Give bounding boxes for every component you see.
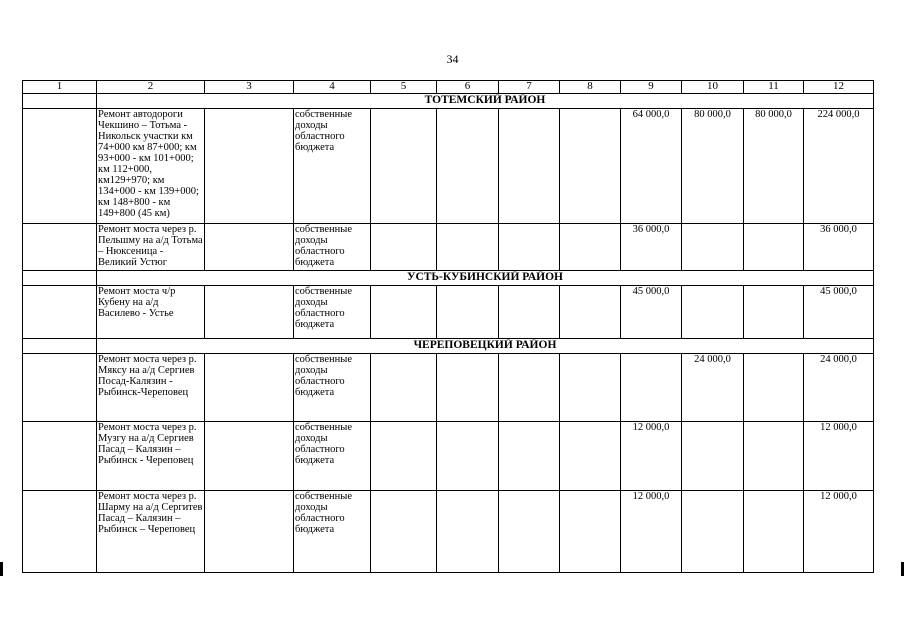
work-description: Ремонт моста через р. Музгу на а/д Сергиев Пасад – Калязин – Рыбинск - Череповец <box>97 422 205 491</box>
amount-col10 <box>682 224 744 271</box>
amount-col10 <box>682 286 744 339</box>
column-header: 12 <box>804 81 874 94</box>
amount-total: 12 000,0 <box>804 491 874 573</box>
funding-source: собственные доходы областного бюджета <box>294 491 371 573</box>
work-description: Ремонт автодороги Чекшино – Тотьма - Никольск участки км 74+000 км 87+000; км 93+000 - км 101+000; км 112+000, км129+970; км 134+000 - км 139+000; км 148+800 - км 149+800 (45 км) <box>97 109 205 224</box>
work-description: Ремонт моста через р. Мяксу на а/д Сергиев Посад-Калязин - Рыбинск-Череповец <box>97 354 205 422</box>
work-description: Ремонт моста через р. Пельшму на а/д Тотьма – Нюксеница - Великий Устюг <box>97 224 205 271</box>
amount-col11 <box>744 354 804 422</box>
column-header: 11 <box>744 81 804 94</box>
funding-source: собственные доходы областного бюджета <box>294 224 371 271</box>
amount-col11: 80 000,0 <box>744 109 804 224</box>
funding-source: собственные доходы областного бюджета <box>294 286 371 339</box>
table-row <box>23 354 874 422</box>
amount-col10 <box>682 422 744 491</box>
amount-total: 224 000,0 <box>804 109 874 224</box>
budget-table <box>22 80 874 573</box>
table-row <box>23 224 874 271</box>
column-header: 6 <box>437 81 499 94</box>
amount-total: 45 000,0 <box>804 286 874 339</box>
district-title: ТОТЕМСКИЙ РАЙОН <box>97 94 874 109</box>
district-title: ЧЕРЕПОВЕЦКИЙ РАЙОН <box>97 339 874 354</box>
column-header: 8 <box>560 81 621 94</box>
amount-col11 <box>744 286 804 339</box>
amount-col9: 36 000,0 <box>621 224 682 271</box>
amount-col10: 80 000,0 <box>682 109 744 224</box>
amount-col10: 24 000,0 <box>682 354 744 422</box>
district-title: УСТЬ-КУБИНСКИЙ РАЙОН <box>97 271 874 286</box>
column-header: 2 <box>97 81 205 94</box>
district-row <box>23 94 874 109</box>
column-header: 4 <box>294 81 371 94</box>
column-header: 1 <box>23 81 97 94</box>
table-row <box>23 422 874 491</box>
amount-col11 <box>744 491 804 573</box>
district-row <box>23 339 874 354</box>
amount-col11 <box>744 224 804 271</box>
amount-col9: 64 000,0 <box>621 109 682 224</box>
amount-total: 24 000,0 <box>804 354 874 422</box>
column-header: 7 <box>499 81 560 94</box>
amount-col11 <box>744 422 804 491</box>
work-description: Ремонт моста ч/р Кубену на а/д Василево - Устье <box>97 286 205 339</box>
scan-mark-right <box>901 562 904 576</box>
table-row <box>23 109 874 224</box>
scan-mark-left <box>0 562 3 576</box>
column-header: 5 <box>371 81 437 94</box>
funding-source: собственные доходы областного бюджета <box>294 109 371 224</box>
funding-source: собственные доходы областного бюджета <box>294 422 371 491</box>
column-number-row <box>23 81 874 94</box>
amount-col10 <box>682 491 744 573</box>
funding-source: собственные доходы областного бюджета <box>294 354 371 422</box>
work-description: Ремонт моста через р. Шарму на а/д Сергитев Пасад – Калязин – Рыбинск – Череповец <box>97 491 205 573</box>
amount-total: 12 000,0 <box>804 422 874 491</box>
amount-total: 36 000,0 <box>804 224 874 271</box>
table-row <box>23 491 874 573</box>
column-header: 9 <box>621 81 682 94</box>
amount-col9 <box>621 354 682 422</box>
amount-col9: 12 000,0 <box>621 422 682 491</box>
amount-col9: 12 000,0 <box>621 491 682 573</box>
column-header: 3 <box>205 81 294 94</box>
page-number: 34 <box>446 52 459 66</box>
amount-col9: 45 000,0 <box>621 286 682 339</box>
column-header: 10 <box>682 81 744 94</box>
table-row <box>23 286 874 339</box>
district-row <box>23 271 874 286</box>
